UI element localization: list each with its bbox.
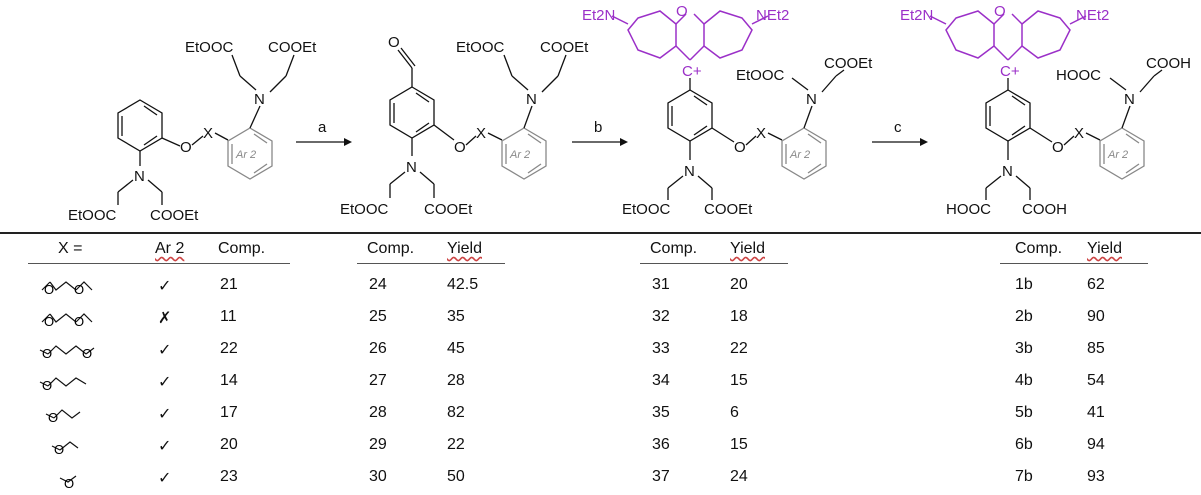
reaction-arrow-a <box>296 119 352 146</box>
table-row <box>0 302 1201 334</box>
cell-comp: 2b <box>1015 308 1033 325</box>
cell-comp: 25 <box>369 308 387 325</box>
linker-structure-icon <box>28 432 108 460</box>
cell-comp: 28 <box>369 404 387 421</box>
atom-n-label: N <box>806 91 817 108</box>
linker-x-label: X <box>476 125 487 142</box>
ester-label: COOEt <box>424 201 473 218</box>
linker-structure-icon <box>28 400 108 428</box>
cell-yield: 82 <box>447 404 465 421</box>
cell-comp: 23 <box>220 468 238 485</box>
cell-ar2: ✓ <box>158 436 172 455</box>
cell-yield: 42.5 <box>447 276 479 293</box>
acid-label: COOH <box>1022 201 1067 218</box>
reaction-arrow-c <box>872 119 928 146</box>
linker-x-label: X <box>203 125 214 142</box>
atom-o-label: O <box>1052 139 1064 156</box>
cell-ar2: ✓ <box>158 404 172 423</box>
cell-yield: 22 <box>447 436 465 453</box>
ester-label: COOEt <box>268 39 317 56</box>
svg-text:O: O <box>44 314 55 329</box>
cell-yield: 94 <box>1087 436 1105 453</box>
atom-n-label: N <box>134 168 145 185</box>
ar2-label: Ar 2 <box>1108 149 1129 161</box>
rhodamine-ester <box>582 3 873 218</box>
table-row <box>0 366 1201 398</box>
step-label: a <box>318 119 327 136</box>
header-comp: Comp. <box>218 240 266 257</box>
header-rule <box>1000 263 1148 264</box>
ester-label: COOEt <box>824 55 873 72</box>
benzene-ring <box>118 100 162 151</box>
linker-x-label: X <box>1074 125 1085 142</box>
ester-label: EtOOC <box>622 201 671 218</box>
cell-comp: 7b <box>1015 468 1033 485</box>
cell-yield: 54 <box>1087 372 1105 389</box>
amine-label: Et2N <box>900 7 934 24</box>
linker-structure-icon <box>28 368 108 396</box>
cell-yield: 24 <box>730 468 748 485</box>
step-label: b <box>594 119 603 136</box>
acid-label: HOOC <box>946 201 991 218</box>
ester-label: COOEt <box>540 39 589 56</box>
cell-yield: 41 <box>1087 404 1105 421</box>
atom-o-label: O <box>388 34 400 51</box>
cell-comp: 37 <box>652 468 670 485</box>
step-label: c <box>894 119 902 136</box>
cell-comp: 6b <box>1015 436 1033 453</box>
ester-label: COOEt <box>704 201 753 218</box>
atom-o-label: O <box>676 3 688 20</box>
ester-label: EtOOC <box>68 207 117 224</box>
header-rule <box>357 263 505 264</box>
ester-label: EtOOC <box>340 201 389 218</box>
reaction-scheme <box>0 0 1201 232</box>
header-comp: Comp. <box>367 240 415 257</box>
carbocation-label: C+ <box>1000 63 1020 80</box>
benzene-ring <box>986 90 1030 141</box>
cell-yield: 15 <box>730 436 748 453</box>
ester-label: COOEt <box>150 207 199 224</box>
cell-ar2: ✓ <box>158 372 172 391</box>
acid-label: COOH <box>1146 55 1191 72</box>
cell-yield: 28 <box>447 372 465 389</box>
linker-structure-icon <box>28 304 108 332</box>
atom-n-label: N <box>1124 91 1135 108</box>
svg-text:O: O <box>64 476 75 491</box>
table-row <box>0 462 1201 494</box>
table-row <box>0 398 1201 430</box>
header-yield: Yield <box>1087 240 1122 257</box>
cell-comp: 3b <box>1015 340 1033 357</box>
xanthene-ring-right <box>704 11 752 58</box>
cell-comp: 22 <box>220 340 238 357</box>
cell-comp: 30 <box>369 468 387 485</box>
acid-label: HOOC <box>1056 67 1101 84</box>
cell-comp: 34 <box>652 372 670 389</box>
starting-material <box>68 39 317 224</box>
header-yield: Yield <box>447 240 482 257</box>
cell-yield: 85 <box>1087 340 1105 357</box>
svg-text:O: O <box>74 282 85 297</box>
cell-yield: 45 <box>447 340 465 357</box>
cell-comp: 14 <box>220 372 238 389</box>
atom-n-label: N <box>684 163 695 180</box>
cell-ar2: ✓ <box>158 468 172 487</box>
ar2-label: Ar 2 <box>790 149 811 161</box>
cell-yield: 50 <box>447 468 465 485</box>
linker-structure-icon <box>28 272 108 300</box>
table-row <box>0 430 1201 462</box>
cell-comp: 21 <box>220 276 238 293</box>
cell-comp: 33 <box>652 340 670 357</box>
atom-o-label: O <box>454 139 466 156</box>
amine-label: Et2N <box>582 7 616 24</box>
cell-comp: 26 <box>369 340 387 357</box>
table-row <box>0 334 1201 366</box>
aldehyde-intermediate <box>340 34 589 218</box>
cell-ar2: ✓ <box>158 276 172 295</box>
cell-comp: 36 <box>652 436 670 453</box>
results-table <box>0 232 1201 495</box>
rhodamine-acid <box>900 3 1191 218</box>
svg-text:O: O <box>74 314 85 329</box>
cell-yield: 20 <box>730 276 748 293</box>
cell-yield: 18 <box>730 308 748 325</box>
atom-n-label: N <box>1002 163 1013 180</box>
ester-label: EtOOC <box>456 39 505 56</box>
amine-label: NEt2 <box>1076 7 1110 24</box>
atom-o-label: O <box>734 139 746 156</box>
cell-comp: 27 <box>369 372 387 389</box>
cell-yield: 35 <box>447 308 465 325</box>
svg-text:O: O <box>42 346 53 361</box>
cell-comp: 20 <box>220 436 238 453</box>
header-rule <box>640 263 788 264</box>
cell-yield: 93 <box>1087 468 1105 485</box>
cell-comp: 31 <box>652 276 670 293</box>
atom-n-label: N <box>254 91 265 108</box>
linker-structure-icon <box>28 336 108 364</box>
cell-comp: 1b <box>1015 276 1033 293</box>
ar2-label: Ar 2 <box>236 149 257 161</box>
header-comp: Comp. <box>1015 240 1063 257</box>
reaction-arrow-b <box>572 119 628 146</box>
ar2-label: Ar 2 <box>510 149 531 161</box>
svg-text:O: O <box>54 442 65 457</box>
atom-o-label: O <box>994 3 1006 20</box>
cell-comp: 35 <box>652 404 670 421</box>
benzene-ring <box>390 87 434 138</box>
svg-text:O: O <box>42 378 53 393</box>
svg-text:O: O <box>44 282 55 297</box>
xanthene-ring-left <box>946 11 994 58</box>
carbocation-label: C+ <box>682 63 702 80</box>
cell-comp: 24 <box>369 276 387 293</box>
cell-comp: 11 <box>220 308 237 325</box>
cell-ar2: ✓ <box>158 340 172 359</box>
benzene-ring <box>668 90 712 141</box>
linker-structure-icon <box>28 464 108 492</box>
atom-n-label: N <box>406 159 417 176</box>
cell-yield: 90 <box>1087 308 1105 325</box>
cell-yield: 62 <box>1087 276 1105 293</box>
table-top-rule <box>0 232 1201 234</box>
cell-yield: 15 <box>730 372 748 389</box>
header-comp: Comp. <box>650 240 698 257</box>
cell-comp: 32 <box>652 308 670 325</box>
header-rule <box>28 263 290 264</box>
xanthene-ring-left <box>628 11 676 58</box>
header-yield: Yield <box>730 240 765 257</box>
header-x: X = <box>58 240 83 257</box>
cell-ar2: ✗ <box>158 308 172 327</box>
cell-yield: 6 <box>730 404 739 421</box>
atom-n-label: N <box>526 91 537 108</box>
ester-label: EtOOC <box>185 39 234 56</box>
cell-comp: 5b <box>1015 404 1033 421</box>
ester-label: EtOOC <box>736 67 785 84</box>
cell-comp: 4b <box>1015 372 1033 389</box>
cell-yield: 22 <box>730 340 748 357</box>
table-row <box>0 270 1201 302</box>
amine-label: NEt2 <box>756 7 790 24</box>
xanthene-ring-right <box>1022 11 1070 58</box>
svg-text:O: O <box>82 346 93 361</box>
svg-text:O: O <box>48 410 59 425</box>
cell-comp: 17 <box>220 404 238 421</box>
cell-comp: 29 <box>369 436 387 453</box>
atom-o-label: O <box>180 139 192 156</box>
header-ar2: Ar 2 <box>155 240 185 257</box>
linker-x-label: X <box>756 125 767 142</box>
